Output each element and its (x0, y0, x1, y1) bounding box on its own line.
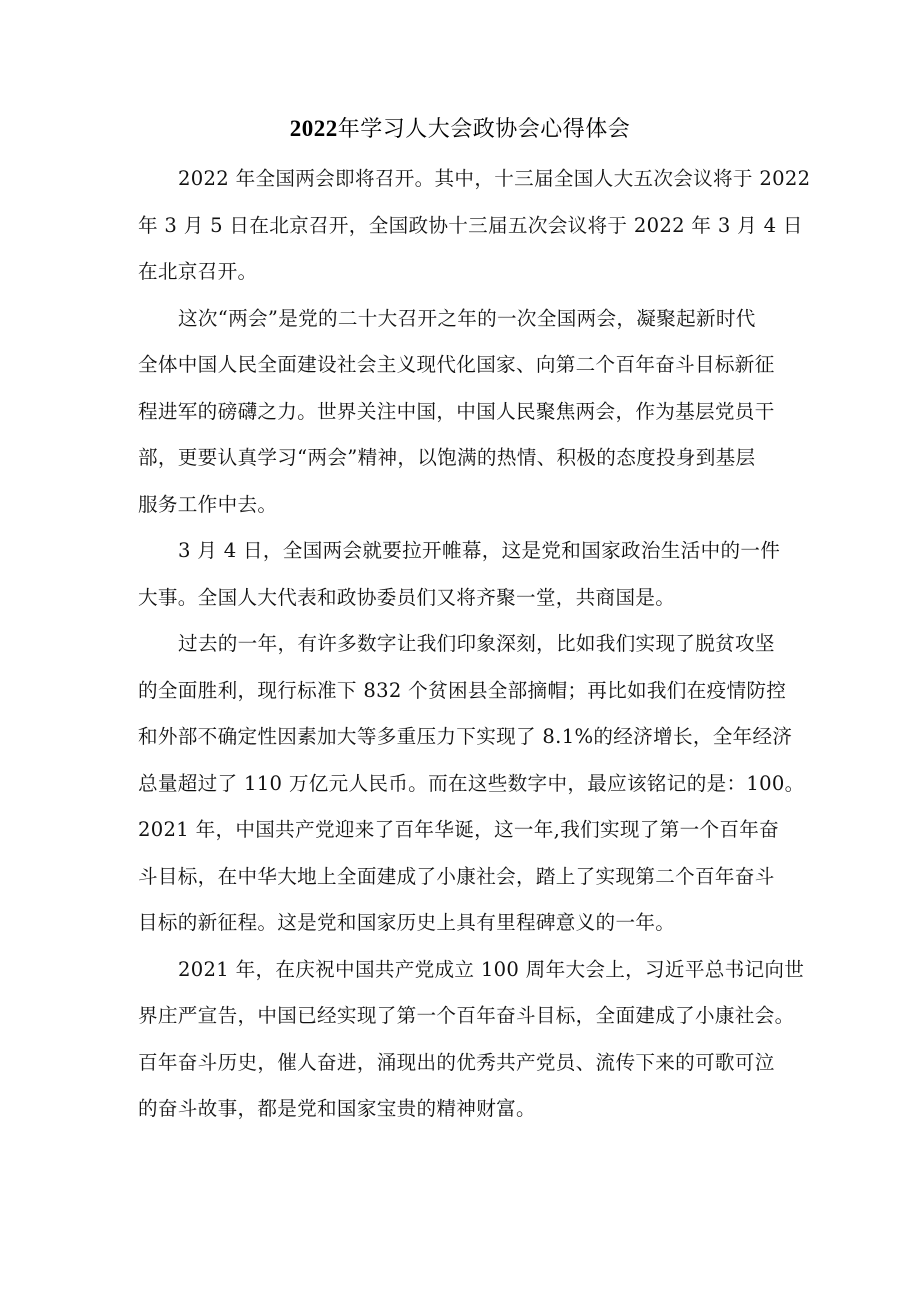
paragraph-line: 这次“两会”是党的二十大召开之年的一次全国两会，凝聚起新时代 (178, 306, 756, 330)
document-title (0, 113, 920, 145)
paragraph-line: 的全面胜利，现行标准下 832 个贫困县全部摘帽；再比如我们在疫情防控 (138, 678, 787, 702)
paragraph-2 (138, 304, 788, 537)
paragraph-line: 全体中国人民全面建设社会主义现代化国家、向第二个百年奋斗目标新征 (138, 353, 775, 376)
paragraph-line: 程进军的磅礴之力。世界关注中国，中国人民聚焦两会，作为基层党员干 (138, 399, 775, 423)
paragraph-line: 百年奋斗历史，催人奋进，涌现出的优秀共产党员、流传下来的可歌可泣 (138, 1050, 775, 1074)
paragraph-line: 过去的一年，有许多数字让我们印象深刻，比如我们实现了脱贫攻坚 (178, 632, 775, 655)
paragraph-line: 2021 年，中国共产党迎来了百年华诞，这一年,我们实现了第一个百年奋 (138, 818, 780, 841)
title-text: 年学习人大会政协会心得体会 (337, 117, 631, 142)
paragraph-line: 的奋斗故事，都是党和国家宝贵的精神财富。 (138, 1097, 536, 1120)
paragraph-1 (138, 164, 811, 304)
paragraph-line: 2021 年，在庆祝中国共产党成立 100 周年大会上，习近平总书记向世 (178, 957, 805, 981)
paragraph-line: 2022 年全国两会即将召开。其中，十三届全国人大五次会议将于 2022 (178, 167, 811, 190)
paragraph-4 (138, 629, 805, 955)
paragraph-line: 大事。全国人大代表和政协委员们又将齐聚一堂，共商国是。 (138, 585, 676, 609)
paragraph-3 (138, 536, 788, 629)
paragraph-line: 斗目标，在中华大地上全面建成了小康社会，踏上了实现第二个百年奋斗 (138, 864, 775, 888)
document-body (138, 164, 811, 1141)
paragraph-line: 总量超过了 110 万亿元人民币。而在这些数字中，最应该铭记的是：100。 (138, 771, 805, 795)
paragraph-line: 在北京召开。 (138, 260, 258, 283)
paragraph-line: 目标的新征程。这是党和国家历史上具有里程碑意义的一年。 (138, 911, 676, 934)
paragraph-line: 年 3 月 5 日在北京召开，全国政协十三届五次会议将于 2022 年 3 月 4 日 (138, 213, 803, 237)
title-year: 2022 (289, 116, 338, 141)
paragraph-line: 服务工作中去。 (138, 492, 278, 516)
paragraph-5 (138, 955, 805, 1141)
paragraph-line: 3 月 4 日，全国两会就要拉开帷幕，这是党和国家政治生活中的一件 (178, 539, 781, 562)
paragraph-line: 部，更要认真学习“两会”精神，以饱满的热情、积极的态度投身到基层 (138, 446, 756, 469)
paragraph-line: 界庄严宣告，中国已经实现了第一个百年奋斗目标，全面建成了小康社会。 (138, 1004, 795, 1027)
paragraph-line: 和外部不确定性因素加大等多重压力下实现了 8.1%的经济增长，全年经济 (138, 725, 793, 748)
